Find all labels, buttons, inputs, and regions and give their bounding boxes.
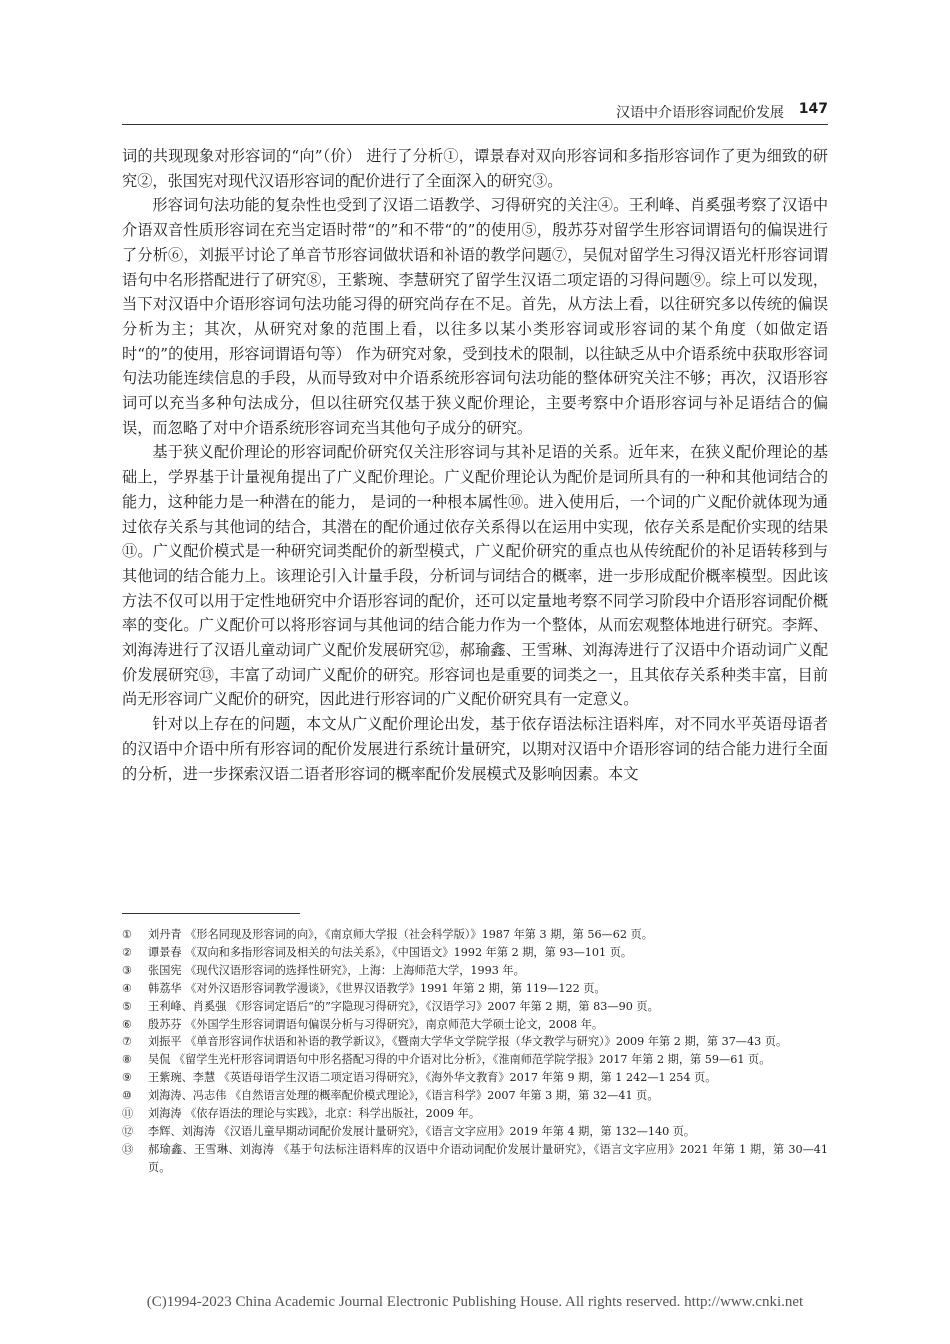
footnote (122, 1141, 828, 1177)
footnote-text: 李辉、刘海涛 《汉语儿童早期动词配价发展计量研究》，《语言文字应用》2019 年第 4 期，第 132—140 页。 (148, 1124, 696, 1138)
copyright-watermark: (C)1994-2023 China Academic Journal Electronic Publishing House. All rights reserved. http://www.cnki.net (146, 1294, 804, 1310)
footnote (122, 1016, 828, 1034)
footnote-mark: ① (122, 928, 133, 941)
running-header (122, 100, 828, 125)
footnote-mark: ② (122, 945, 133, 959)
footnote (122, 1069, 828, 1087)
footnote-mark: ⑬ (122, 1142, 134, 1156)
main-text (122, 144, 828, 786)
paragraph: 基于狭义配价理论的形容词配价研究仅关注形容词与其补足语的关系。近年来，在狭义配价理论的基础上，学界基于计量视角提出了广义配价理论。广义配价理论认为配价是词所具有的一种和其他词结合的能力，这种能力是一种潜在的能力， 是词的一种根本属性⑩。进入使用后，一个词的广义配价就体现为通过依存关系与其他词的结合，其潜在的配价通过依存关系得以在运用中实现，依存关系是配价实现的结果⑪。广义配价模式是一种研究词类配价的新型模式，广义配价研究的重点也从传统配价的补足语转移到与其他词的结合能力上。该理论引入计量手段，分析词与词结合的概率，进一步形成配价概率模型。因此该方法不仅可以用于定性地研究中介语形容词的配价，还可以定量地考察不同学习阶段中介语形容词配价概率的变化。广义配价可以将形容词与其他词的结合能力作为一个整体，从而宏观整体地进行研究。李辉、刘海涛进行了汉语儿童动词广义配价发展研究⑫，郝瑜鑫、王雪琳、刘海涛进行了汉语中介语动词广义配价发展研究⑬，丰富了动词广义配价的研究。形容词也是重要的词类之一，且其依存关系种类丰富，目前尚无形容词广义配价的研究，因此进行形容词的广义配价研究具有一定意义。 (122, 443, 828, 709)
footnote-mark: ⑤ (122, 999, 133, 1013)
footnotes (122, 926, 828, 1177)
footnote-text: 刘振平 《单音形容词作状语和补语的教学新议》，《暨南大学华文学院学报（华文教学与研究）》2009 年第 2 期，第 37—43 页。 (148, 1035, 788, 1049)
footnote-mark: ④ (122, 981, 133, 995)
paragraph: 形容词句法功能的复杂性也受到了汉语二语教学、习得研究的关注④。王利峰、肖奚强考察了汉语中介语双音性质形容词在充当定语时带“的”和不带“的”的使用⑤，殷苏芬对留学生形容词谓语句的偏误进行了分析⑥，刘振平讨论了单音节形容词做状语和补语的教学问题⑦，吴侃对留学生习得汉语光杆形容词谓语句中名形搭配进行了研究⑧，王紫琬、李慧研究了留学生汉语二项定语的习得问题⑨。综上可以发现，当下对汉语中介语形容词句法功能习得的研究尚存在不足。首先，从方法上看，以往研究多以传统的偏误分析为主；其次，从研究对象的范围上看，以往多以某小类形容词或形容词的某个角度（如做定语时“的”的使用，形容词谓语句等） 作为研究对象，受到技术的限制，以往缺乏从中介语系统中获取形容词句法功能连续信息的手段，从而导致对中介语系统形容词句法功能的整体研究关注不够；再次，汉语形容词可以充当多种句法成分，但以往研究仅基于狭义配价理论，主要考察中介语形容词与补足语结合的偏误，而忽略了对中介语系统形容词充当其他句子成分的研究。 (122, 196, 828, 437)
footnote (122, 926, 828, 944)
footnote-text: 张国宪 《现代汉语形容词的选择性研究》，上海：上海师范大学，1993 年。 (148, 963, 525, 977)
footnote (122, 962, 828, 980)
footnote-text: 王紫琬、李慧 《英语母语学生汉语二项定语习得研究》，《海外华文教育》2017 年第 9 期，第 1 242—1 254 页。 (148, 1071, 717, 1085)
running-title: 汉语中介语形容词配价发展 (616, 105, 784, 121)
footnote-mark: ⑩ (122, 1089, 133, 1103)
footnote (122, 1123, 828, 1141)
footnote (122, 944, 828, 962)
footnote-text: 郝瑜鑫、王雪琳、刘海涛 《基于句法标注语料库的汉语中介语动词配价发展计量研究》，《语言文字应用》2021 年第 1 期，第 30—41 页。 (148, 1142, 828, 1174)
footnote (122, 998, 828, 1016)
footnote-text: 刘丹青 《形名同现及形容词的向》，《南京师大学报（社会科学版）》1987 年第 3 期，第 56—62 页。 (148, 928, 653, 941)
footnote-text: 吴侃 《留学生光杆形容词谓语句中形名搭配习得的中介语对比分析》，《淮南师范学院学报》2017 年第 2 期，第 59—61 页。 (148, 1053, 771, 1067)
footnote (122, 980, 828, 998)
footnote (122, 1105, 828, 1123)
footnote-text: 刘海涛 《依存语法的理论与实践》，北京：科学出版社，2009 年。 (148, 1107, 481, 1121)
footnote-mark: ⑧ (122, 1053, 133, 1067)
footnote-text: 殷苏芬 《外国学生形容词谓语句偏误分析与习得研究》，南京师范大学硕士论文，2008 年。 (148, 1017, 604, 1031)
footnote-mark: ⑥ (122, 1017, 133, 1031)
footnote-text: 王利峰、肖奚强 《形容词定语后“的”字隐现习得研究》，《汉语学习》2007 年第 2 期，第 83—90 页。 (148, 999, 659, 1013)
footnote-mark: ⑪ (122, 1107, 134, 1121)
footnote-text: 刘海涛、冯志伟 《自然语言处理的概率配价模式理论》，《语言科学》2007 年第 3 期，第 32—41 页。 (148, 1089, 659, 1103)
paragraph: 针对以上存在的问题，本文从广义配价理论出发，基于依存语法标注语料库，对不同水平英语母语者的汉语中介语中所有形容词的配价发展进行系统计量研究，以期对汉语中介语形容词的结合能力进行全面的分析，进一步探索汉语二语者形容词的概率配价发展模式及影响因素。本文 (122, 715, 828, 783)
footnote-text: 韩荔华 《对外汉语形容词教学漫谈》，《世界汉语教学》1991 年第 2 期，第 119—122 页。 (148, 981, 606, 995)
footnote (122, 1087, 828, 1105)
footnote-mark: ⑫ (122, 1124, 134, 1138)
footnote (122, 1033, 828, 1051)
footnote-divider (122, 913, 300, 914)
footnote-mark: ③ (122, 963, 133, 977)
page-number: 147 (798, 101, 828, 117)
footnote-mark: ⑦ (122, 1035, 133, 1049)
paragraph: 词的共现现象对形容词的“向”（价） 进行了分析①，谭景春对双向形容词和多指形容词作了更为细致的研究②，张国宪对现代汉语形容词的配价进行了全面深入的研究③。 (122, 147, 828, 190)
footnote-text: 谭景春 《双向和多指形容词及相关的句法关系》，《中国语文》1992 年第 2 期，第 93—101 页。 (148, 945, 633, 959)
footnote-mark: ⑨ (122, 1071, 133, 1085)
footnote (122, 1051, 828, 1069)
